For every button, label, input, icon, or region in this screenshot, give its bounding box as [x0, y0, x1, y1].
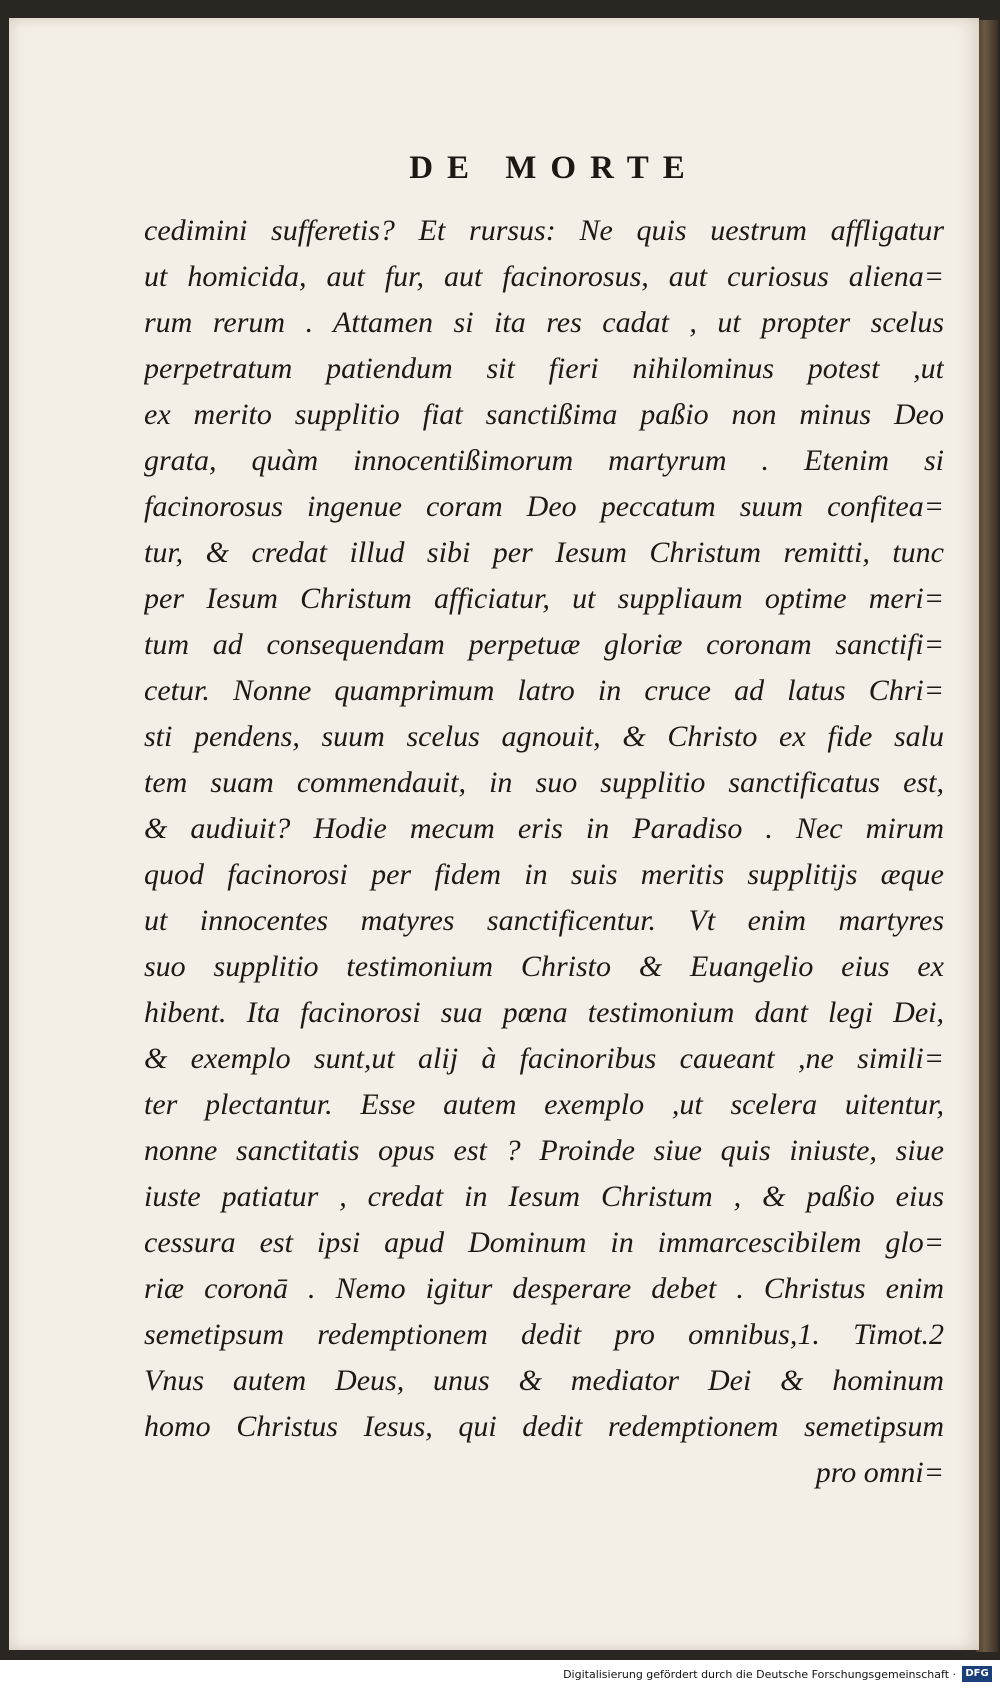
book-edge [976, 20, 998, 1652]
running-head: DE MORTE [409, 150, 699, 186]
text-line: quod facinorosi per fidem in suis meritis supplitijs æque [144, 858, 944, 891]
text-line: perpetratum patiendum sit fieri nihilominus potest ,ut [144, 352, 944, 385]
text-line: cessura est ipsi apud Dominum in immarcescibilem glo= [144, 1226, 944, 1259]
text-line: cetur. Nonne quamprimum latro in cruce ad latus Chri= [144, 674, 944, 707]
text-line: tur, & credat illud sibi per Iesum Christum remitti, tunc [144, 536, 944, 569]
text-line: tum ad consequendam perpetuæ gloriæ coronam sanctifi= [144, 628, 944, 661]
text-line: iuste patiatur , credat in Iesum Christum , & paßio eius [144, 1180, 944, 1213]
text-line: Vnus autem Deus, unus & mediator Dei & hominum [144, 1364, 944, 1397]
text-line: grata, quàm innocentißimorum martyrum . Etenim si [144, 444, 944, 477]
text-line: riæ coronā . Nemo igitur desperare debet . Christus enim [144, 1272, 944, 1305]
text-line: facinorosus ingenue coram Deo peccatum suum confitea= [144, 490, 944, 523]
text-line: cedimini sufferetis? Et rursus: Ne quis uestrum affligatur [144, 214, 944, 247]
text-line: & audiuit? Hodie mecum eris in Paradiso . Nec mirum [144, 812, 944, 845]
dfg-logo: DFG [962, 1666, 992, 1682]
text-line: ut homicida, aut fur, aut facinorosus, aut curiosus aliena= [144, 260, 944, 293]
text-line: ter plectantur. Esse autem exemplo ,ut scelera uitentur, [144, 1088, 944, 1121]
text-line: semetipsum redemptionem dedit pro omnibus,1. Timot.2 [144, 1318, 944, 1351]
catchword: pro omni= [815, 1456, 944, 1489]
text-line: sti pendens, suum scelus agnouit, & Christo ex fide salu [144, 720, 944, 753]
text-line: ut innocentes matyres sanctificentur. Vt enim martyres [144, 904, 944, 937]
text-line: nonne sanctitatis opus est ? Proinde siue quis iniuste, siue [144, 1134, 944, 1167]
text-line: hibent. Ita facinorosi sua pœna testimonium dant legi Dei, [144, 996, 944, 1029]
funding-credit: Digitalisierung gefördert durch die Deutsche Forschungsgemeinschaft · [563, 1668, 956, 1681]
text-line: ex merito supplitio fiat sanctißima paßio non minus Deo [144, 398, 944, 431]
body-text [144, 208, 944, 1496]
text-line: tem suam commendauit, in suo supplitio sanctificatus est, [144, 766, 944, 799]
text-line: suo supplitio testimonium Christo & Euangelio eius ex [144, 950, 944, 983]
footer-bar [0, 1660, 1000, 1690]
text-line: & exemplo sunt,ut alij à facinoribus caueant ,ne simili= [144, 1042, 944, 1075]
text-line: per Iesum Christum afficiatur, ut suppliaum optime meri= [144, 582, 944, 615]
book-page [9, 18, 979, 1650]
text-line: homo Christus Iesus, qui dedit redemptionem semetipsum [144, 1410, 944, 1443]
text-line: rum rerum . Attamen si ita res cadat , ut propter scelus [144, 306, 944, 339]
